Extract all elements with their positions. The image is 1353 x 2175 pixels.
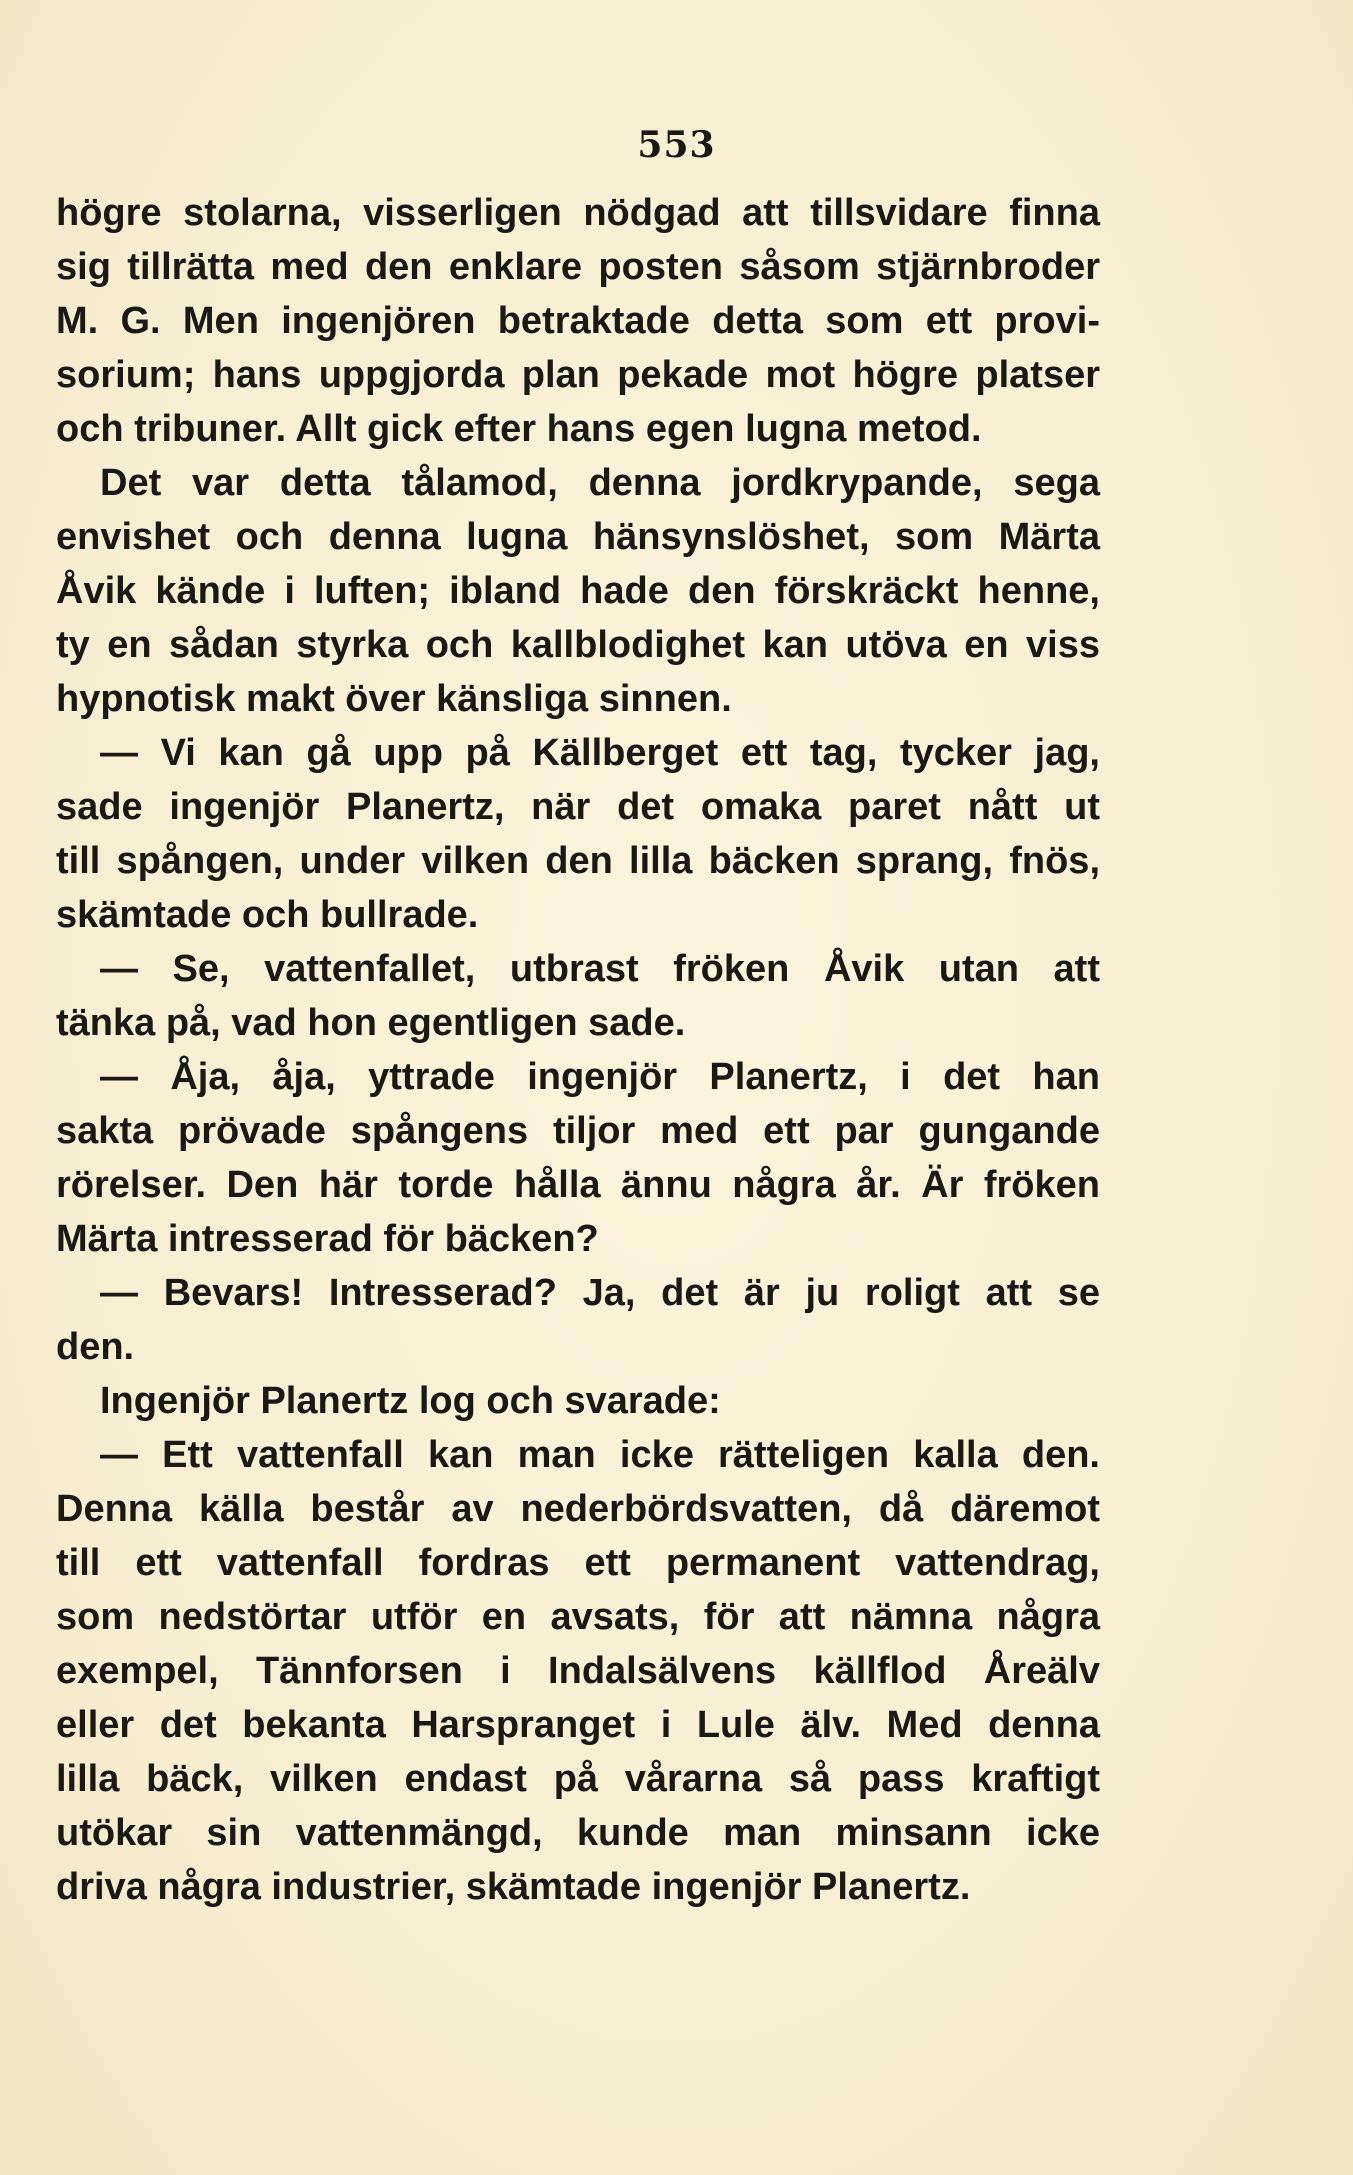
text-line: envishet och denna lugna hänsynslöshet, som Märta [56,516,1100,558]
text-line: sakta prövade spångens tiljor med ett par gungande [56,1110,1100,1152]
text-line: och tribuner. Allt gick efter hans egen lugna metod. [56,408,982,450]
page-number: 553 [637,124,716,166]
text-line: Åvik kände i luften; ibland hade den förskräckt henne, [56,570,1100,612]
text-line: Det var detta tålamod, denna jordkrypande, sega [100,462,1100,504]
text-line: tänka på, vad hon egentligen sade. [56,1002,686,1044]
text-line: sade ingenjör Planertz, när det omaka paret nått ut [56,786,1100,828]
text-line: M. G. Men ingenjören betraktade detta som ett provi- [56,300,1100,342]
text-line: ty en sådan styrka och kallblodighet kan utöva en viss [56,624,1100,666]
text-line: lilla bäck, vilken endast på vårarna så pass kraftigt [56,1758,1100,1800]
text-line: som nedstörtar utför en avsats, för att nämna några [56,1596,1100,1638]
text-line: eller det bekanta Harspranget i Lule älv. Med denna [56,1704,1100,1746]
text-line: sig tillrätta med den enklare posten såsom stjärnbroder [56,246,1100,288]
text-line: driva några industrier, skämtade ingenjör Planertz. [56,1866,971,1908]
text-line: Denna källa består av nederbördsvatten, då däremot [56,1488,1100,1530]
text-line: högre stolarna, visserligen nödgad att tillsvidare finna [56,192,1100,234]
text-line: Märta intresserad för bäcken? [56,1218,599,1260]
text-line: till spången, under vilken den lilla bäcken sprang, fnös, [56,840,1100,882]
text-line: sorium; hans uppgjorda plan pekade mot högre platser [56,354,1100,396]
text-line: — Åja, åja, yttrade ingenjör Planertz, i det han [100,1056,1100,1098]
text-line: utökar sin vattenmängd, kunde man minsann icke [56,1812,1100,1854]
text-line: — Se, vattenfallet, utbrast fröken Åvik utan att [100,948,1100,990]
text-line: Ingenjör Planertz log och svarade: [100,1380,721,1422]
text-line: — Bevars! Intresserad? Ja, det är ju roligt att se [100,1272,1100,1314]
text-line: skämtade och bullrade. [56,894,479,936]
text-line: — Ett vattenfall kan man icke rätteligen kalla den. [100,1434,1100,1476]
body-text [56,186,1100,1914]
text-line: hypnotisk makt över känsliga sinnen. [56,678,732,720]
text-line: den. [56,1326,135,1368]
text-line: rörelser. Den här torde hålla ännu några år. Är fröken [56,1164,1100,1206]
text-line: — Vi kan gå upp på Källberget ett tag, tycker jag, [100,732,1100,774]
text-line: exempel, Tännforsen i Indalsälvens källflod Åreälv [56,1650,1100,1692]
text-line: till ett vattenfall fordras ett permanent vattendrag, [56,1542,1100,1584]
